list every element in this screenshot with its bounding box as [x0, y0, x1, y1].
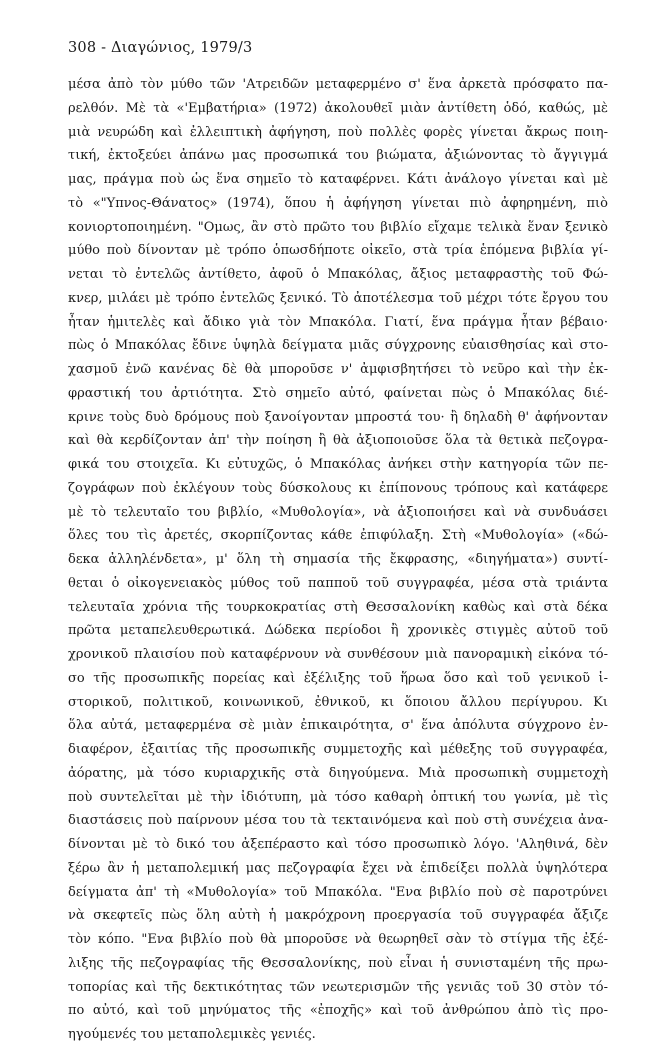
text-line: πὼς ὁ Μπακόλας ἔδινε ὑψηλὰ δείγματα μιᾶς σύγχρονης εὐαισθησίας καὶ στο- [68, 338, 608, 354]
body-text [68, 73, 608, 1047]
text-line: χρονικοῦ πλαισίου ποὺ καταφέρνουν νὰ συνθέσουν μιὰ πανοραμικὴ εἰκόνα τό- [68, 647, 608, 662]
text-line: κονιορτοποιημένη. "Ομως, ἂν στὸ πρῶτο του βιβλίο εἴχαμε τελικὰ ἕναν ξενικὸ [68, 219, 608, 235]
text-line: μέσα ἀπὸ τὸν μύθο τῶν 'Ατρειδῶν μεταφερμένο σ' ἕνα ἀρκετὰ πρόσφατο πα- [68, 77, 608, 92]
text-line: μας, πράγμα ποὺ ὡς ἕνα σημεῖο τὸ καταφέρνει. Κάτι ἀνάλογο γίνεται καὶ μὲ [68, 172, 608, 187]
text-line: σο τῆς προσωπικῆς πορείας καὶ ἐξέλιξης τοῦ ἥρωα ὅσο καὶ τοῦ γενικοῦ ἱ- [68, 670, 608, 686]
text-line: κρινε τοὺς δυὸ δρόμους ποὺ ξανοίγονταν μπροστά του· ἢ δηλαδὴ θ' ἀφήνονταν [68, 409, 608, 425]
running-head: 308 - Διαγώνιος, 1979/3 [68, 40, 253, 56]
text-line: χασμοῦ ἐνῶ κανένας δὲ θὰ μποροῦσε ν' ἀμφισβητήσει τὸ νεῦρο καὶ τὴν ἐκ- [68, 362, 608, 377]
text-line: πο αὐτό, καὶ τοῦ μηνύματος τῆς «ἐποχῆς» καὶ τοῦ ἀνθρώπου ἀπὸ τὶς προ- [68, 1003, 608, 1019]
text-line: ἀόρατης, μὰ τόσο κυριαρχικῆς στὰ διηγούμενα. Μιὰ προσωπικὴ συμμετοχὴ [68, 765, 608, 781]
text-line: νεται τὸ ἐντελῶς ἀντίθετο, ἀφοῦ ὁ Μπακόλας, ἄξιος μεταφραστὴς τοῦ Φώ- [68, 267, 608, 282]
text-line: στορικοῦ, πολιτικοῦ, κοινωνικοῦ, ἐθνικοῦ, κι ὅποιου ἄλλου περίγυρου. Κι [68, 694, 608, 710]
text-line: ζογράφων ποὺ ἐκλέγουν τοὺς δύσκολους κι ἐπίπονους τρόπους καὶ κατάφερε [68, 480, 608, 496]
text-line: δίνονται μὲ τὸ δικό του ἀξεπέραστο καὶ τόσο προσωπικὸ λόγο. 'Αληθινά, δὲν [68, 837, 608, 852]
text-line: νὰ σκεφτεῖς πὼς ὅλη αὐτὴ ἡ μακρόχρονη προεργασία τοῦ συγγραφέα ἄξιζε [68, 908, 608, 924]
text-line: διαστάσεις ποὺ παίρνουν μέσα του τὰ τεκταινόμενα καὶ ποὺ στὴ συνέχεια ἀνα- [68, 813, 608, 829]
text-line: τὸν κόπο. "Ενα βιβλίο ποὺ θὰ μποροῦσε νὰ θεωρηθεῖ σὰν τὸ στίγμα τῆς ἐξέ- [68, 932, 608, 947]
text-line: φραστική του ἀρτιότητα. Στὸ σημεῖο αὐτό, φαίνεται πὼς ὁ Μπακόλας διέ- [68, 385, 608, 401]
text-line: ποὺ συντελεῖται μὲ τὴν ἰδιότυπη, μὰ τόσο καθαρὴ ὀπτική του γωνία, μὲ τὶς [68, 789, 608, 805]
text-line: ρελθόν. Μὲ τὰ «'Εμβατήρια» (1972) ἀκολουθεῖ μιὰν ἀντίθετη ὁδό, καθώς, μὲ [68, 100, 608, 116]
text-line: μύθο ποὺ δίνονταν μὲ τρόπο ὁπωσδήποτε οἰκεῖο, στὰ τρία ἑπόμενα βιβλία γί- [68, 243, 608, 259]
text-line: δείγματα ἀπ' τὴ «Μυθολογία» τοῦ Μπακόλα. "Ενα βιβλίο ποὺ σὲ παροτρύνει [68, 884, 608, 900]
text-line: διαφέρον, ἐξαιτίας τῆς προσωπικῆς συμμετοχῆς καὶ μέθεξης τοῦ συγγραφέα, [68, 742, 608, 757]
text-line: λιξης τῆς πεζογραφίας τῆς Θεσσαλονίκης, ποὺ εἶναι ἡ συνισταμένη τῆς πρω- [68, 955, 608, 971]
text-line: μιὰ νευρώδη καὶ ἐλλειπτικὴ ἀφήγηση, ποὺ πολλὲς φορὲς γίνεται ἄκρως ποιη- [68, 124, 608, 140]
text-line: θεται ὁ οἰκογενειακὸς μύθος τοῦ παπποῦ τοῦ συγγραφέα, μέσα στὰ τριάντα [68, 575, 608, 591]
text-line: τελευταῖα χρόνια τῆς τουρκοκρατίας στὴ Θεσσαλονίκη καθὼς καὶ στὰ δέκα [68, 599, 608, 615]
text-line: ηγούμενές του μεταπολεμικὲς γενιές. [68, 1027, 316, 1042]
text-line: τὸ «"Υπνος-Θάνατος» (1974), ὅπου ἡ ἀφήγηση γίνεται πιὸ ἀφηρημένη, πιὸ [68, 195, 608, 211]
text-line: μὲ τὸ τελευταῖο του βιβλίο, «Μυθολογία», νὰ ἀξιοποιήσει καὶ νὰ συνδυάσει [68, 504, 608, 520]
text-line: τική, ἐκτοξεύει ἀπάνω μας προσωπικά του βιώματα, ἀξιώνοντας τὸ ἄγγιγμά [68, 148, 608, 164]
text-line: φικά του στοιχεῖα. Κι εὐτυχῶς, ὁ Μπακόλας ἀνήκει στὴν κατηγορία τῶν πε- [68, 457, 608, 472]
text-line: κνερ, μιλάει μὲ τρόπο ἐντελῶς ξενικό. Τὸ ἀποτέλεσμα τοῦ μέχρι τότε ἔργου του [68, 290, 608, 306]
text-line: καὶ θὰ κερδίζονταν ἀπ' τὴν ποίηση ἢ θὰ ἀξιοποιοῦσε ὅλα τὰ θετικὰ πεζογρα- [68, 433, 608, 449]
text-line: δεκα ἀλληλένδετα», μ' ὅλη τὴ σημασία τῆς ἔκφρασης, «διηγήματα») συντί- [68, 552, 608, 567]
text-line: τοπορίας καὶ τῆς δεκτικότητας τῶν νεωτερισμῶν τῆς γενιᾶς τοῦ 30 στὸν τό- [68, 979, 608, 995]
text-line: ὅλα αὐτά, μεταφερμένα σὲ μιὰν ἐπικαιρότητα, σ' ἕνα ἀπόλυτα σύγχρονο ἐν- [68, 718, 608, 734]
text-line: ξέρω ἂν ἡ μεταπολεμική μας πεζογραφία ἔχει νὰ ἐπιδείξει πολλὰ ὑψηλότερα [68, 860, 608, 876]
text-line: πρῶτα μεταπελευθερωτικά. Δώδεκα περίοδοι ἢ χρονικὲς στιγμὲς αὐτοῦ τοῦ [68, 623, 608, 639]
text-line: ὅλες του τὶς ἀρετές, σκορπίζοντας κάθε ἐπιφύλαξη. Στὴ «Μυθολογία» («δώ- [68, 528, 608, 544]
text-line: ἦταν ἡμιτελὲς καὶ ἄδικο γιὰ τὸν Μπακόλα. Γιατί, ἕνα πράγμα ἦταν βέβαιο· [68, 314, 608, 330]
